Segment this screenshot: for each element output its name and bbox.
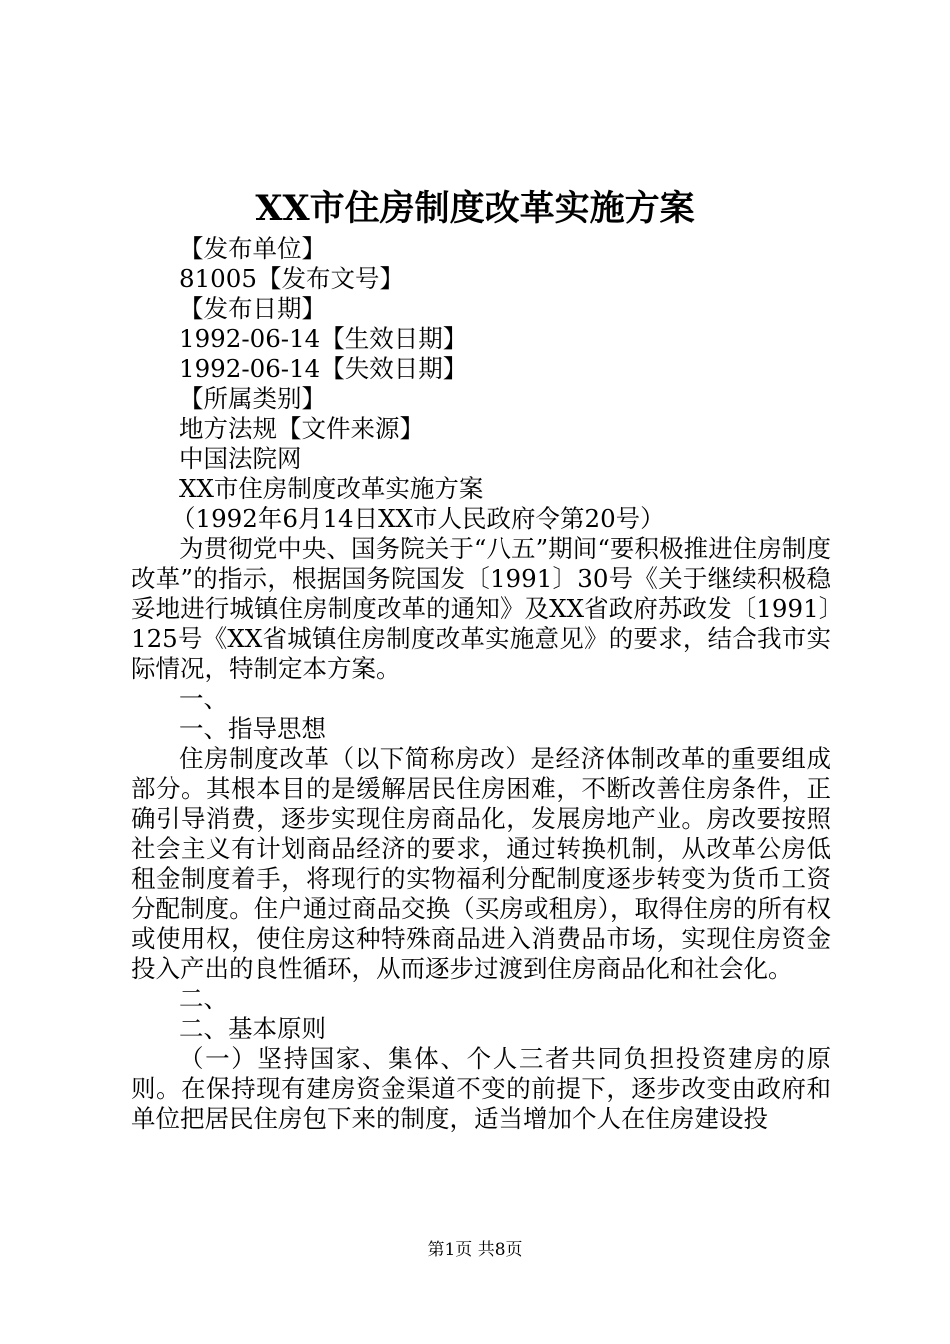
expiry-date-line: 1992-06-14【失效日期】 bbox=[179, 354, 468, 383]
document-subtitle: XX市住房制度改革实施方案 bbox=[179, 474, 484, 503]
category-label: 【所属类别】 bbox=[179, 384, 326, 413]
document-title: XX市住房制度改革实施方案 bbox=[255, 188, 695, 229]
document-body bbox=[131, 234, 831, 1134]
section1-marker: 一、 bbox=[179, 684, 228, 713]
section1-heading: 一、指导思想 bbox=[179, 714, 326, 743]
section1-paragraph: 住房制度改革（以下简称房改）是经济体制改革的重要组成部分。其根本目的是缓解居民住房困难，不断改善住房条件，正确引导消费，逐步实现住房商品化，发展房地产业。房改要按照社会主义有计划商品经济的要求，通过转换机制，从改革公房低租金制度着手，将现行的实物福利分配制度逐步转变为货币工资分配制度。住户通过商品交换（买房或租房），取得住房的所有权或使用权，使住房这种特殊商品进入消费品市场，实现住房资金投入产出的良性循环，从而逐步过渡到住房商品化和社会化。 bbox=[131, 744, 831, 983]
source-line: 中国法院网 bbox=[179, 444, 302, 473]
effective-date-line: 1992-06-14【生效日期】 bbox=[179, 324, 468, 353]
decree-line: （1992年6月14日XX市人民政府令第20号） bbox=[171, 504, 665, 533]
doc-number-line: 81005【发布文号】 bbox=[179, 264, 404, 293]
intro-paragraph: 为贯彻党中央、国务院关于“八五”期间“要积极推进住房制度改革”的指示，根据国务院国发〔1991〕30号《关于继续积极稳妥地进行城镇住房制度改革的通知》及XX省政府苏政发〔1991〕125号《XX省城镇住房制度改革实施意见》的要求，结合我市实际情况，特制定本方案。 bbox=[131, 534, 831, 683]
section2-marker: 二、 bbox=[179, 984, 228, 1013]
publisher-label: 【发布单位】 bbox=[179, 234, 326, 263]
section2-heading: 二、基本原则 bbox=[179, 1014, 326, 1043]
section2-paragraph: （一）坚持国家、集体、个人三者共同负担投资建房的原则。在保持现有建房资金渠道不变的前提下，逐步改变由政府和单位把居民住房包下来的制度，适当增加个人在住房建设投 bbox=[131, 1044, 831, 1133]
page-indicator: 第1页 共8页 bbox=[427, 1240, 523, 1260]
category-line: 地方法规【文件来源】 bbox=[179, 414, 424, 443]
publish-date-label: 【发布日期】 bbox=[179, 294, 326, 323]
